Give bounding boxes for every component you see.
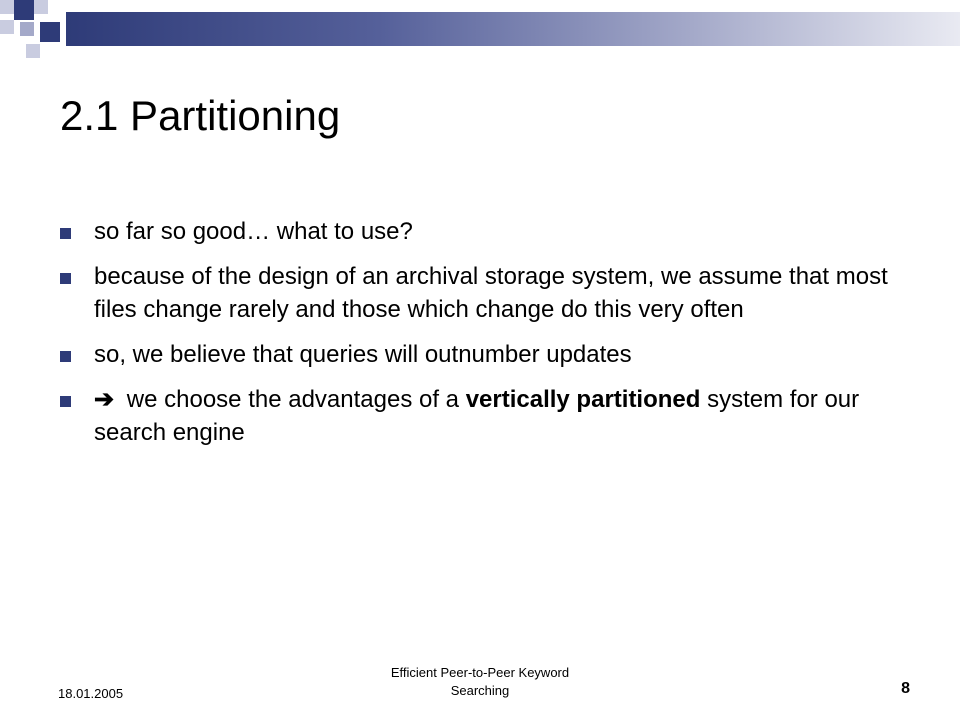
bullet-text: so far so good… what to use? — [94, 218, 413, 245]
decor-square — [0, 20, 14, 34]
slide-title: 2.1 Partitioning — [60, 92, 341, 139]
decor-square — [34, 0, 48, 14]
bullet-square-icon — [60, 228, 71, 239]
bullet-text: we choose the advantages of a — [126, 386, 466, 413]
decor-square — [26, 44, 40, 58]
page-number: 8 — [901, 680, 910, 697]
bullet-item — [60, 215, 900, 248]
bullet-text: system for our search engine — [94, 386, 860, 446]
bullet-item — [60, 338, 900, 371]
bullet-item — [60, 260, 900, 326]
footer-title-line: Efficient Peer-to-Peer Keyword — [390, 665, 570, 680]
decor-square — [40, 22, 60, 42]
header-gradient-bar — [66, 12, 960, 46]
bullet-text: because of the design of an archival storage system, we assume that most files change rarely and those which change do this very often — [94, 263, 888, 323]
bullet-item — [60, 383, 900, 449]
bullet-list — [60, 215, 900, 461]
footer-date: 18.01.2005 — [58, 686, 124, 701]
bullet-square-icon — [60, 396, 71, 407]
bullet-square-icon — [60, 351, 71, 362]
bullet-square-icon — [60, 273, 71, 284]
footer-title — [330, 664, 630, 700]
bullet-text: so, we believe that queries will outnumber updates — [94, 341, 632, 368]
decor-square — [0, 0, 14, 14]
decor-square — [20, 22, 34, 36]
right-arrow-icon: ➔ — [94, 386, 115, 413]
footer-title-line: Searching — [450, 683, 510, 698]
bullet-bold-text: vertically partitioned — [465, 386, 701, 413]
decor-square — [14, 0, 34, 20]
